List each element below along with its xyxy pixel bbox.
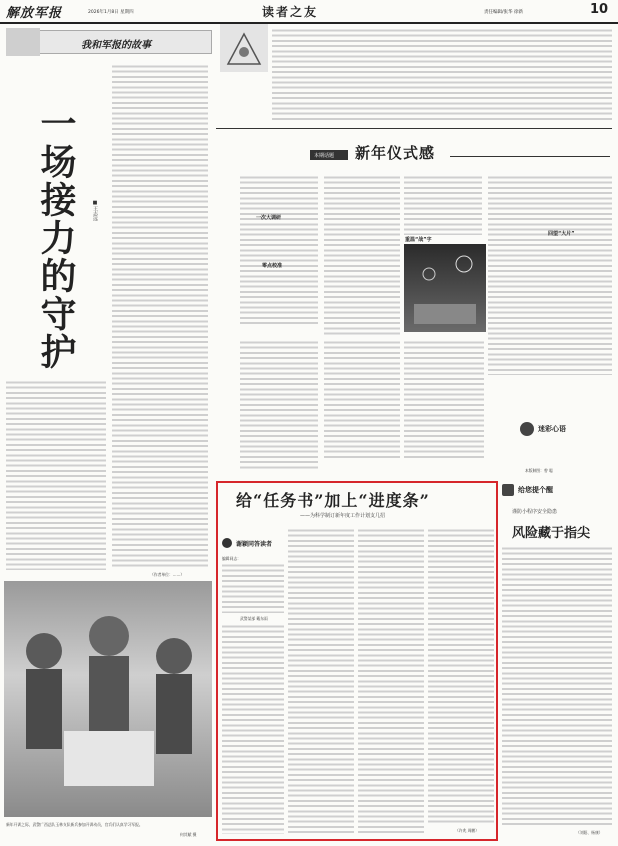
new-year-col3	[404, 175, 482, 235]
newspaper-stack-image	[6, 28, 40, 56]
new-year-col6	[240, 340, 318, 470]
main-col2	[288, 528, 354, 834]
feature-byline: ■王志远	[92, 200, 98, 221]
mini-quiz-credit: 本版制图：曾 聪	[525, 468, 553, 473]
photo-caption: 新年开训之际，武警广西总队玉林支队新兵参加开训动员，官兵们认真学习军报。	[6, 822, 143, 827]
feature-body-col1	[112, 64, 208, 569]
main-signoff: （许兆 周鹏）	[455, 828, 479, 833]
soldiers-illustration	[4, 581, 212, 817]
mini-quiz-icon	[520, 422, 534, 436]
main-col4	[428, 528, 494, 826]
new-year-col4	[404, 340, 484, 460]
feature-body-col0	[6, 380, 106, 570]
reader-name: 武警某部 戴东雨	[240, 616, 268, 621]
column-tag-banner	[30, 30, 212, 54]
new-year-tag-text: 本期话题	[314, 153, 335, 159]
advice-headline: 风险藏于指尖	[512, 526, 591, 541]
main-subhead: ——为科学制订新年度工作计划支几招	[300, 513, 386, 519]
page-number: 10	[590, 2, 609, 17]
source-tag: （作者单位：……）	[150, 572, 185, 577]
top-middle-body	[272, 28, 612, 123]
mini-quiz-label: 迷彩心语	[538, 425, 566, 433]
advice-kicker: 谨防小程序安全隐患	[512, 509, 558, 515]
issue-date: 2026年1月8日 星期四	[88, 10, 134, 15]
column-tag: 我和军报的故事	[81, 40, 151, 51]
new-year-item-3: 重温“战”字	[405, 237, 432, 243]
editor-credit: 责任编辑/张华 徐新	[484, 10, 523, 15]
newspaper-logo: 解放军报	[6, 6, 63, 21]
sidebar-title: 谢颖同答读者	[236, 541, 273, 548]
sidebar-icon	[222, 538, 232, 548]
main-col3	[358, 528, 424, 834]
sidebar-body	[222, 563, 284, 613]
new-year-item-5: 回望“大片”	[548, 231, 575, 237]
top-illustration	[220, 24, 268, 72]
mini-quiz-banner	[520, 420, 610, 440]
feature-headline-text: 一场接力的守护	[35, 105, 77, 371]
new-year-item-2: 零点校准	[262, 263, 283, 269]
fireworks-illustration	[404, 244, 486, 332]
main-headline: 给“任务书”加上“进度条”	[236, 491, 430, 510]
new-year-tag	[310, 150, 348, 160]
new-year-col2	[324, 175, 400, 335]
new-year-col7	[488, 175, 612, 375]
hand-drawing-icon	[220, 24, 268, 72]
main-col1	[222, 624, 284, 834]
new-year-headline-rule	[450, 156, 610, 157]
feature-headline	[32, 105, 76, 371]
photo-credit: 何其赋 摄	[180, 832, 197, 837]
advice-banner	[502, 481, 612, 499]
editor-note: 编辑同志：	[222, 556, 241, 561]
advice-body	[502, 546, 612, 826]
advice-label: 给您提个醒	[518, 486, 553, 494]
new-year-illustration	[404, 244, 486, 332]
new-year-headline: 新年仪式感	[355, 144, 436, 162]
advice-icon	[502, 484, 514, 496]
advice-author: （刘阳、杨康）	[576, 830, 603, 835]
new-year-col5	[324, 340, 400, 460]
section-title: 读者之友	[262, 5, 319, 19]
new-year-item-1: 一次大调研	[256, 215, 282, 221]
section-divider	[216, 128, 612, 129]
training-photo	[4, 581, 212, 817]
new-year-col1	[240, 175, 318, 325]
